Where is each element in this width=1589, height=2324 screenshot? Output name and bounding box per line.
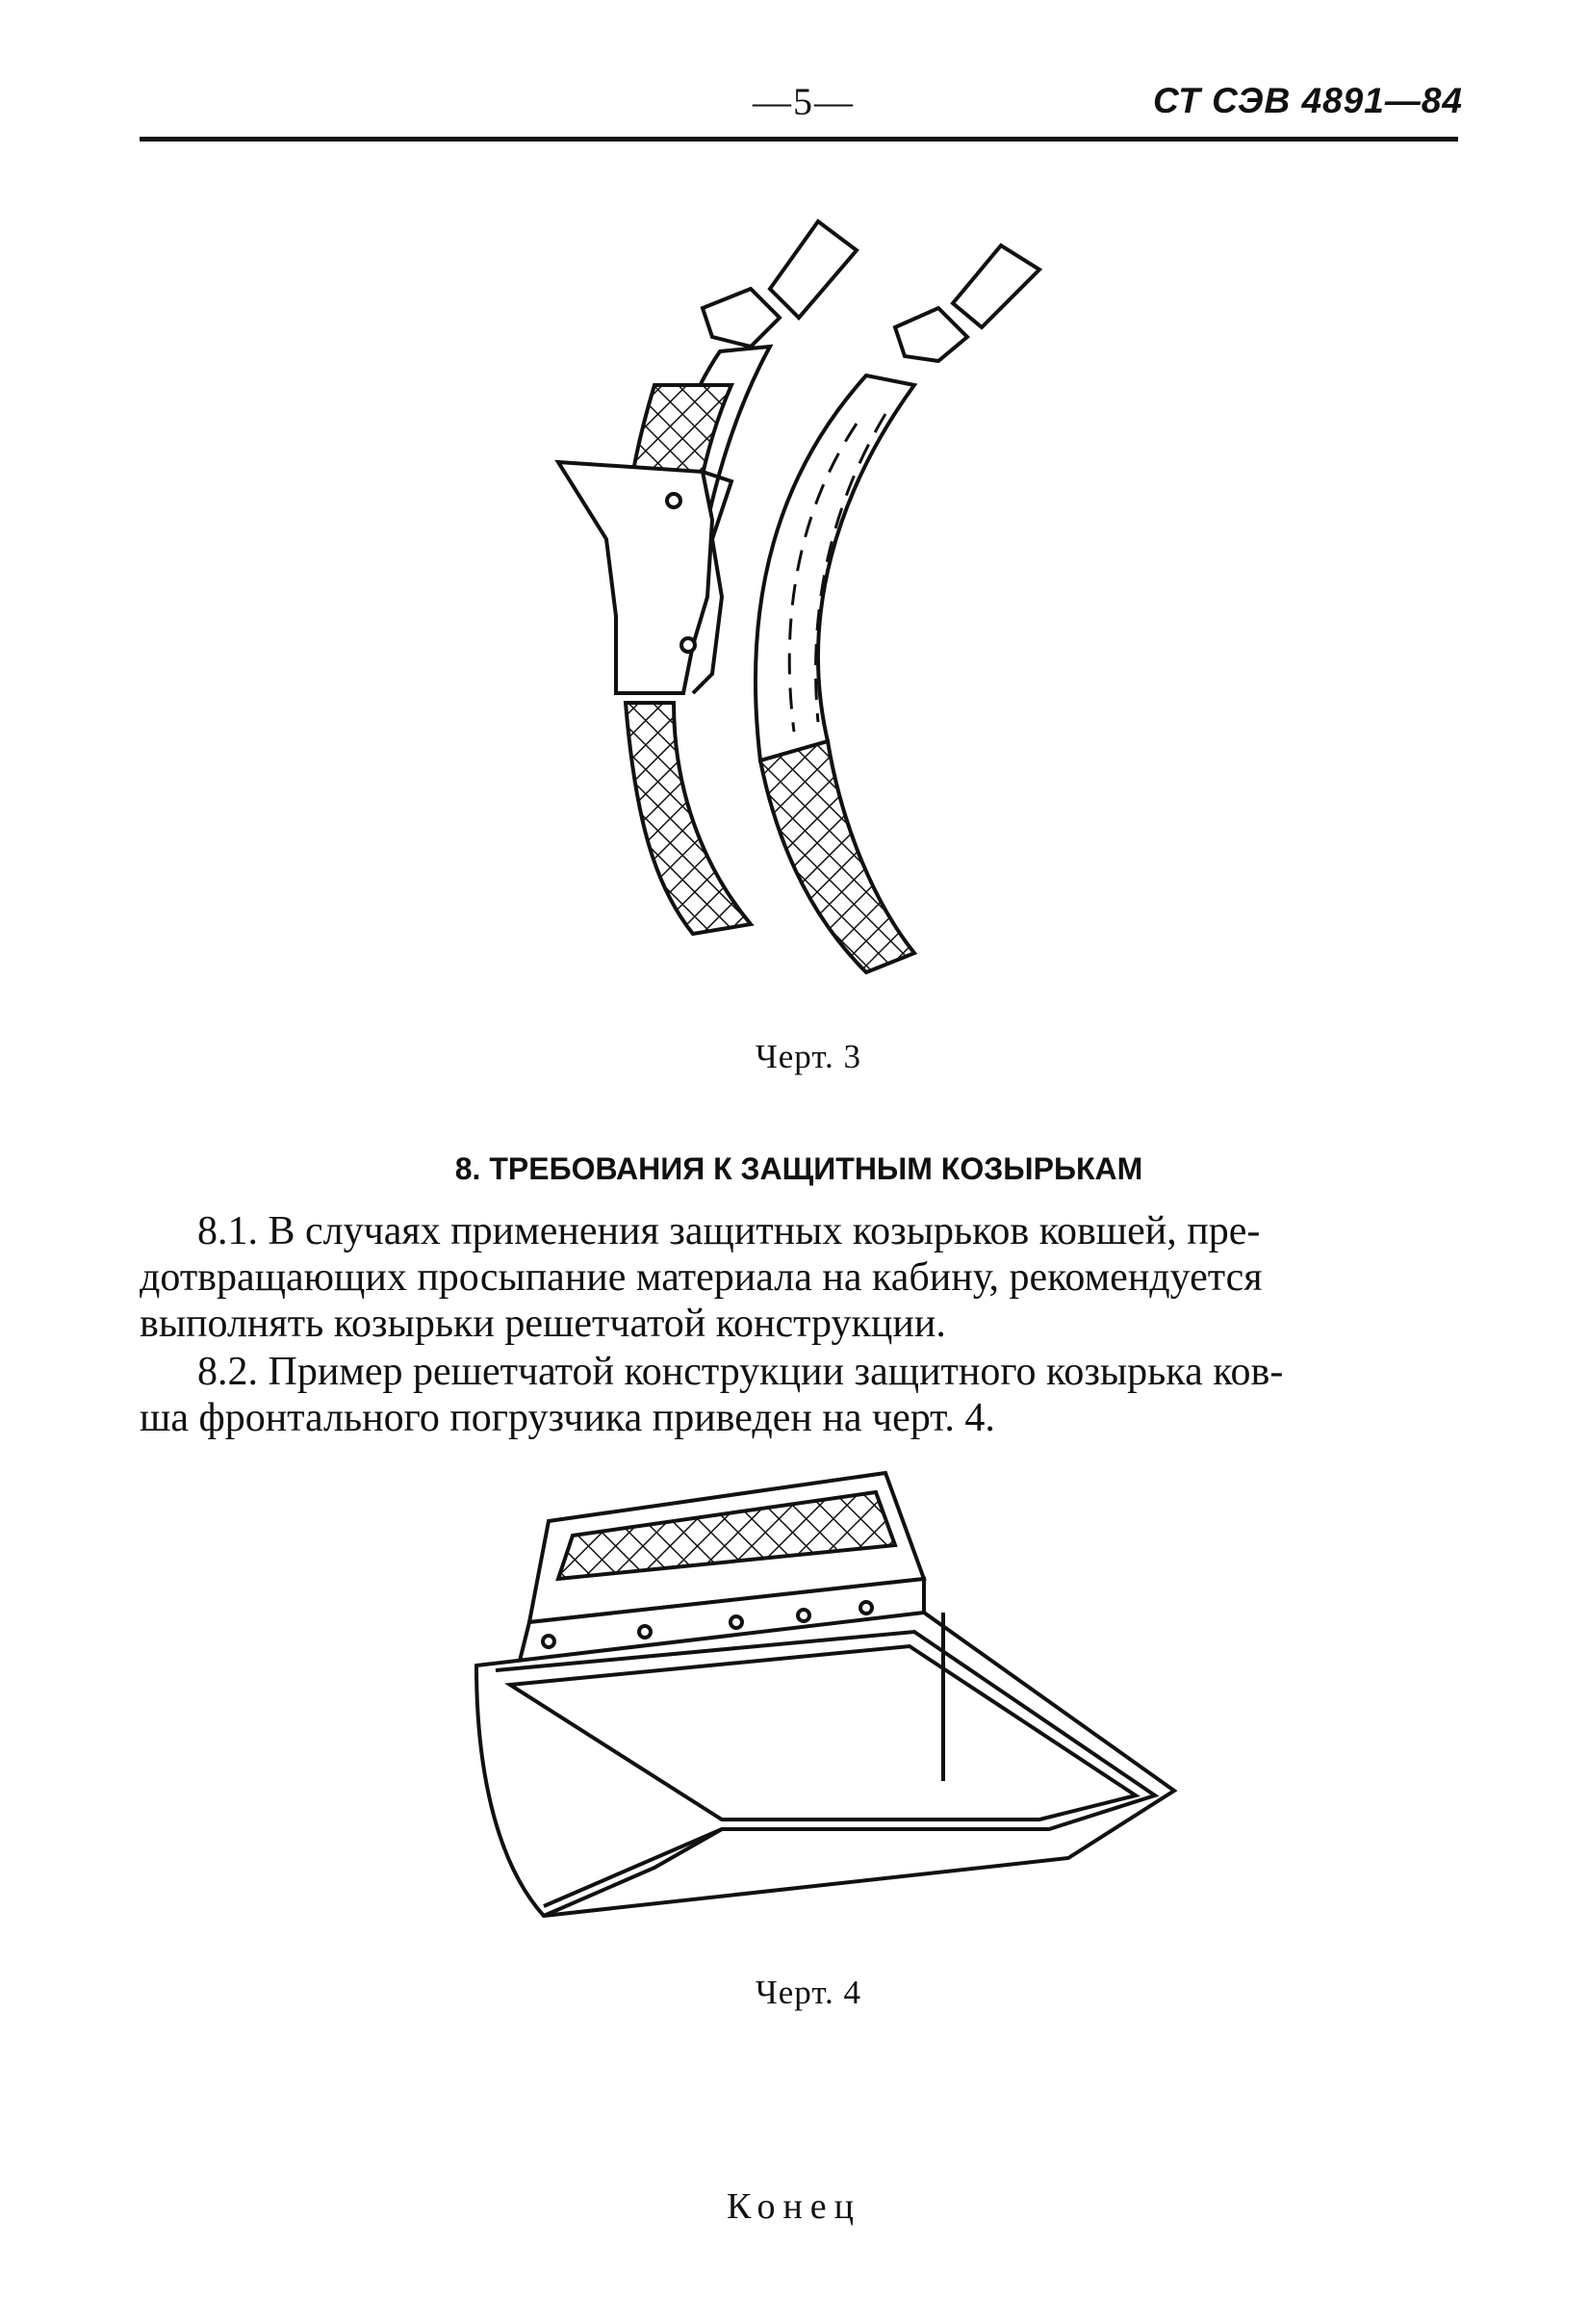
paragraph-line: дотвращающих просыпание материала на кабину, рекомендуется	[140, 1255, 1263, 1300]
figure-3-caption: Черт. 3	[756, 1038, 861, 1075]
header-rule	[140, 137, 1458, 142]
hose-with-sleeve	[756, 245, 1039, 972]
paragraph-8-2	[140, 1349, 1458, 1441]
section-heading: 8. ТРЕБОВАНИЯ К ЗАЩИТНЫМ КОЗЫРЬКАМ	[454, 1151, 1143, 1186]
page-number: —5—	[753, 80, 855, 123]
figure-4-caption: Черт. 4	[756, 1974, 861, 2011]
figure-4-bucket	[452, 1463, 1193, 1945]
figure-3-hoses	[462, 193, 1078, 1040]
paragraph-line: ша фронтального погрузчика приведен на черт. 4.	[140, 1396, 995, 1440]
end-word: Конец	[727, 2186, 861, 2227]
paragraph-line: выполнять козырьки решетчатой конструкции.	[140, 1302, 946, 1346]
paragraph-line: 8.2. Пример решетчатой конструкции защитного козырька ков-	[197, 1350, 1284, 1394]
paragraph-8-1	[140, 1208, 1458, 1347]
paragraph-line: 8.1. В случаях применения защитных козырьков ковшей, пре-	[197, 1209, 1261, 1253]
standard-code: СТ СЭВ 4891—84	[1152, 81, 1463, 120]
